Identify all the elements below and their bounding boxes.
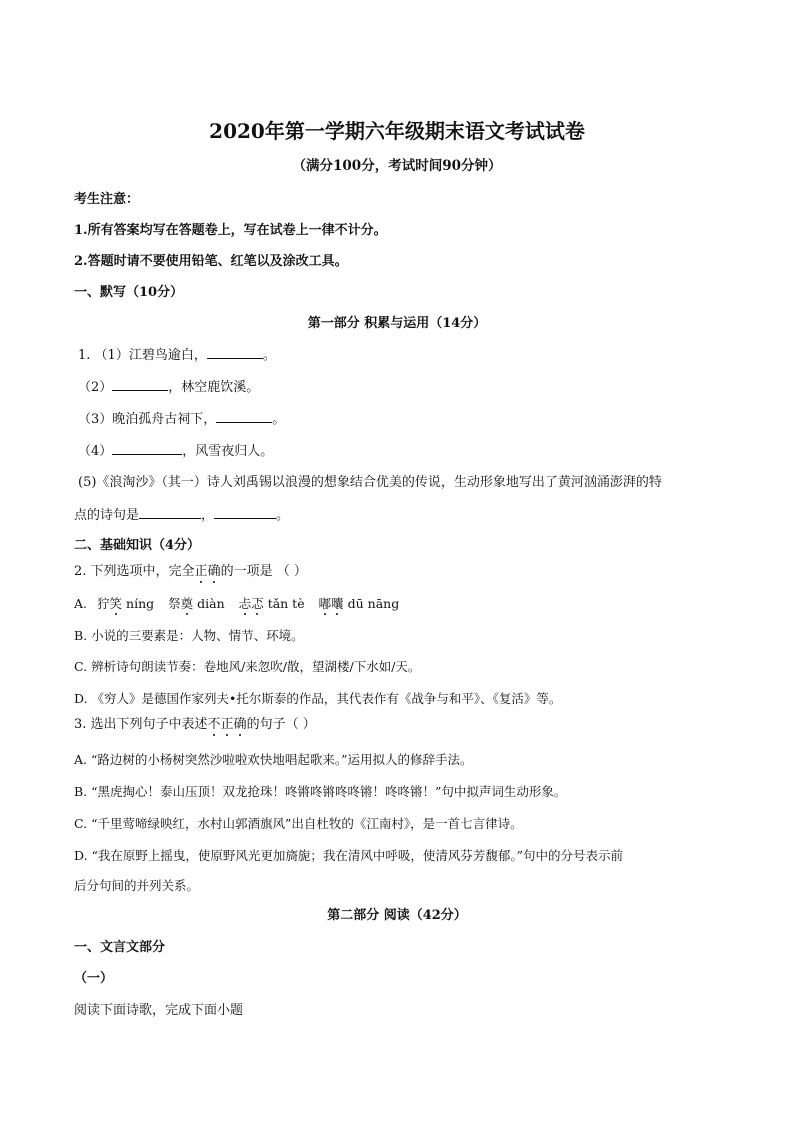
q1-item-1 <box>78 346 276 365</box>
q1-item-5-comma: ， <box>201 508 215 523</box>
notice-heading: 考生注意： <box>74 192 140 207</box>
q2-stem-end: 的一项是 （ ） <box>220 564 307 579</box>
answer-blank[interactable] <box>112 442 182 455</box>
part1-title: 第一部分 积累与运用（14分） <box>307 316 487 331</box>
q1-item-5-prompt: 点的诗句是 <box>74 508 140 523</box>
pinyin: tǎn tè <box>267 596 305 611</box>
q1-item-5-end: 。 <box>276 508 290 523</box>
q1-item-2-label: （2） <box>78 380 113 395</box>
q3-option-a: A. “路边树的小杨树突然沙啦啦欢快地唱起歌来。”运用拟人的修辞手法。 <box>74 752 473 767</box>
q3-option-c: C. “千里莺啼绿映红，水村山郭酒旗风”出自杜牧的《江南村》，是一首七言律诗。 <box>74 816 523 831</box>
answer-blank[interactable] <box>216 410 272 423</box>
part2-title: 第二部分 阅读（42分） <box>327 908 467 923</box>
emphasis-char: 不 <box>207 717 221 732</box>
emphasis-char: 囔 <box>331 596 344 611</box>
q3-option-d-line1: D. “我在原野上摇曳，使原野风光更加旖旎；我在清风中呼吸，使清风芬芳馥郁。”句中的分号表示前 <box>74 848 624 863</box>
option-label: A. <box>74 596 88 611</box>
q3-option-d-line2: 后分句间的并列关系。 <box>74 878 200 893</box>
q1-item-4-label: （4） <box>78 444 113 459</box>
q1-item-1-end: 。 <box>262 348 276 363</box>
emphasis-char: 确 <box>207 564 221 579</box>
answer-blank[interactable] <box>139 506 201 519</box>
q1-item-4 <box>78 442 273 461</box>
q3-stem-end: 的句子（ ） <box>246 717 316 732</box>
emphasis-char: 奠 <box>180 596 194 611</box>
q1-item-3-end: 。 <box>272 412 286 427</box>
emphasis-char: 正 <box>194 564 208 579</box>
pinyin: dū nāng <box>347 596 400 611</box>
q1-item-5-line1: (5)《浪淘沙》（其一）诗人刘禹锡以浪漫的想象结合优美的传说，生动形象地写出了黄河汹涌澎湃的特 <box>78 475 662 490</box>
emphasis-char: 嘟 <box>318 596 332 611</box>
emphasis-char: 确 <box>233 717 247 732</box>
q2-option-a <box>74 595 399 613</box>
q1-item-3-prompt: （3）晚泊孤舟古祠下， <box>78 412 217 427</box>
notice-item-2: 2.答题时请不要使用铅笔、红笔以及涂改工具。 <box>74 254 348 269</box>
q2-option-d: D. 《穷人》是德国作家列夫•托尔斯泰的作品，其代表作有《战争与和平》、《复活》等。 <box>74 691 562 706</box>
reading-instruction: 阅读下面诗歌，完成下面小题 <box>74 1003 244 1018</box>
q1-item-3 <box>78 410 285 429</box>
q3-stem-text: 3. 选出下列句子中表述 <box>74 717 208 732</box>
exam-subtitle: （满分100分，考试时间90分钟） <box>292 158 502 174</box>
section-classical-heading: 一、文言文部分 <box>74 940 166 955</box>
section-basic-heading: 二、基础知识（4分） <box>74 538 201 553</box>
q1-item-4-prompt: ，风雪夜归人。 <box>182 444 274 459</box>
emphasis-char: 正 <box>220 717 234 732</box>
q2-stem <box>74 563 307 581</box>
section-dictation-heading: 一、默写（10分） <box>74 285 184 300</box>
answer-blank[interactable] <box>214 506 276 519</box>
q2-option-c: C. 辨析诗句朗读节奏：卷地风/来忽吹/散，望湖楼/下水如/天。 <box>74 659 421 674</box>
q1-item-5-line2 <box>74 506 289 525</box>
option-word: 祭 <box>168 596 181 611</box>
emphasis-char: 忐 <box>238 596 252 611</box>
q1-item-2 <box>78 378 259 397</box>
q3-option-b: B. “黑虎掏心！泰山压顶！双龙抢珠！咚锵咚锵咚咚锵！咚咚锵！”句中拟声词生动形象。 <box>74 784 567 799</box>
q1-item-2-prompt: ，林空鹿饮溪。 <box>168 380 260 395</box>
subsection-one: （一） <box>74 971 114 986</box>
q1-number: 1. <box>78 348 91 363</box>
pinyin: níng <box>126 596 155 611</box>
q2-option-b: B. 小说的三要素是：人物、情节、环境。 <box>74 628 304 643</box>
emphasis-char: 忑 <box>251 596 264 611</box>
answer-blank[interactable] <box>207 346 263 359</box>
option-word: 狞 <box>97 596 110 611</box>
notice-item-1: 1.所有答案均写在答题卷上，写在试卷上一律不计分。 <box>74 223 387 238</box>
emphasis-char: 笑 <box>109 596 123 611</box>
pinyin: diàn <box>197 596 225 611</box>
exam-title: 2020年第一学期六年级期末语文考试试卷 <box>209 119 585 143</box>
q1-item-1-prompt: （1）江碧鸟逾白， <box>94 348 207 363</box>
q2-stem-text: 2. 下列选项中，完全 <box>74 564 195 579</box>
answer-blank[interactable] <box>112 378 168 391</box>
q3-stem <box>74 716 316 734</box>
